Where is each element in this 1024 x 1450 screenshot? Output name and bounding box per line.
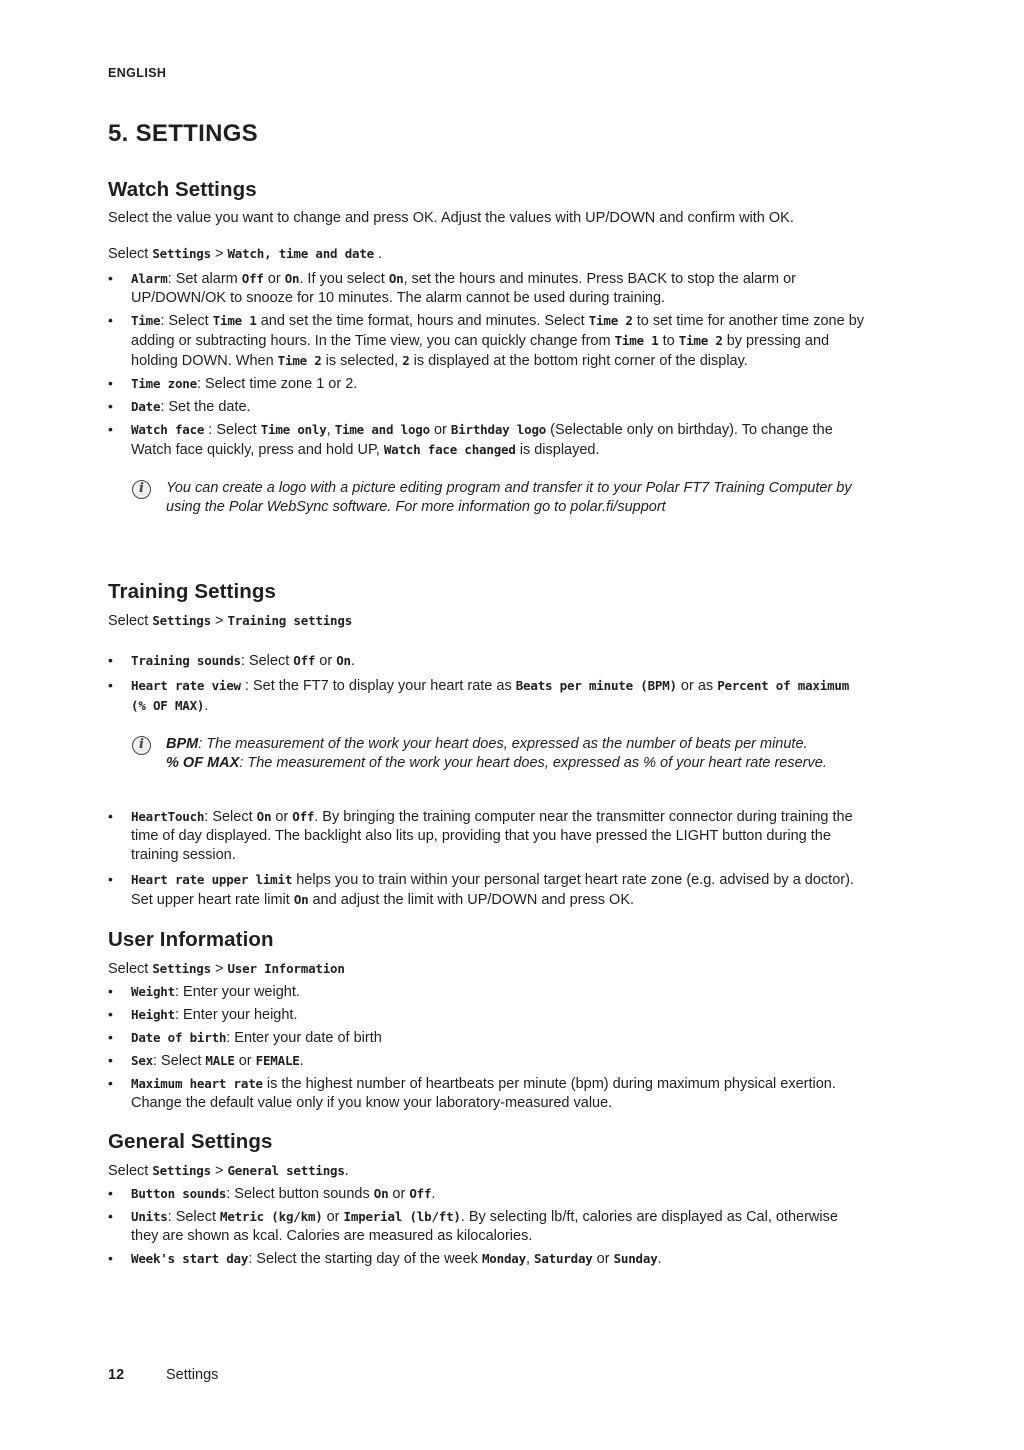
list-item-training-sounds: • Training sounds: Select Off or On.: [108, 651, 868, 671]
training-settings-path: Select Settings > Training settings: [108, 613, 353, 629]
training-settings-list: [108, 651, 868, 716]
general-settings-heading: General Settings: [108, 1130, 273, 1153]
list-item-maximum-heart-rate: • Maximum heart rate is the highest number of heartbeats per minute (bpm) during maximum physical exertion. Change the default value only if you know your laboratory-measured value.: [108, 1074, 868, 1113]
heart-rate-note: [108, 735, 868, 773]
page-number: 12: [108, 1367, 125, 1383]
footer-section-name: Settings: [166, 1367, 219, 1383]
user-information-list: [108, 982, 868, 1113]
info-icon: i: [132, 480, 151, 499]
list-item-heart-rate-upper-limit: • Heart rate upper limit helps you to train within your personal target heart rate zone (e.g. advised by a doctor). Set upper heart rate limit On and adjust the limit with UP/DOWN and press OK.: [108, 870, 868, 910]
list-item-watch-face: • Watch face : Select Time only, Time and logo or Birthday logo (Selectable only on birthday). To change the Watch face quickly, press and hold UP, Watch face changed is displayed.: [108, 420, 868, 460]
user-information-section: [108, 928, 868, 1113]
watch-settings-list: [108, 269, 868, 460]
note-bpm: BPM: The measurement of the work your heart does, expressed as the number of beats per minute.: [166, 736, 808, 752]
list-item-units: • Units: Select Metric (kg/km) or Imperial (lb/ft). By selecting lb/ft, calories are displayed as Cal, otherwise they are shown as kcal. Calories are measured as kilocalories.: [108, 1207, 868, 1246]
list-item-sex: • Sex: Select MALE or FEMALE.: [108, 1051, 868, 1071]
note-percent-of-max: % OF MAX: The measurement of the work your heart does, expressed as % of your heart rate reserve.: [166, 755, 827, 771]
list-item-date-of-birth: • Date of birth: Enter your date of birth: [108, 1028, 868, 1048]
general-settings-section: [108, 1130, 868, 1269]
chapter-title: 5. SETTINGS: [108, 120, 258, 147]
info-icon: i: [132, 736, 151, 755]
logo-note-text: You can create a logo with a picture editing program and transfer it to your Polar FT7 Training Computer by using the Polar WebSync software. For more information go to polar.fi/support: [166, 480, 852, 515]
list-item-hearttouch: • HeartTouch: Select On or Off. By bringing the training computer near the transmitter connector during training the time of day displayed. The backlight also lits up, providing that you have pressed the LIGHT button during the training session.: [108, 807, 868, 865]
watch-settings-path: Select Settings > Watch, time and date .: [108, 246, 383, 262]
language-label: ENGLISH: [108, 66, 167, 80]
training-settings-heading: Training Settings: [108, 580, 276, 603]
list-item-week-start-day: • Week's start day: Select the starting day of the week Monday, Saturday or Sunday.: [108, 1249, 868, 1269]
list-item-alarm: • Alarm: Set alarm Off or On. If you select On, set the hours and minutes. Press BACK to stop the alarm or UP/DOWN/OK to snooze for 10 minutes. The alarm cannot be used during training.: [108, 269, 868, 308]
list-item-heart-rate-view: • Heart rate view : Set the FT7 to display your heart rate as Beats per minute (BPM) or as Percent of maximum (% OF MAX).: [108, 676, 868, 716]
list-item-time-zone: • Time zone: Select time zone 1 or 2.: [108, 374, 868, 394]
logo-note: [108, 479, 868, 517]
watch-settings-section: [108, 178, 868, 517]
general-settings-list: [108, 1184, 868, 1269]
list-item-weight: • Weight: Enter your weight.: [108, 982, 868, 1002]
list-item-time: • Time: Select Time 1 and set the time format, hours and minutes. Select Time 2 to set time for another time zone by adding or subtracting hours. In the Time view, you can quickly change from Time 1 to Time 2 by pressing and holding DOWN. When Time 2 is selected, 2 is displayed at the bottom right corner of the display.: [108, 311, 868, 371]
page-footer: [108, 1367, 218, 1383]
list-item-button-sounds: • Button sounds: Select button sounds On or Off.: [108, 1184, 868, 1204]
training-settings-section: [108, 580, 868, 910]
user-information-path: Select Settings > User Information: [108, 961, 345, 977]
watch-settings-intro: Select the value you want to change and press OK. Adjust the values with UP/DOWN and confirm with OK.: [108, 210, 794, 226]
training-settings-list-2: [108, 807, 868, 910]
general-settings-path: Select Settings > General settings.: [108, 1163, 349, 1179]
watch-settings-heading: Watch Settings: [108, 178, 257, 201]
list-item-date: • Date: Set the date.: [108, 397, 868, 417]
user-information-heading: User Information: [108, 928, 274, 951]
list-item-height: • Height: Enter your height.: [108, 1005, 868, 1025]
